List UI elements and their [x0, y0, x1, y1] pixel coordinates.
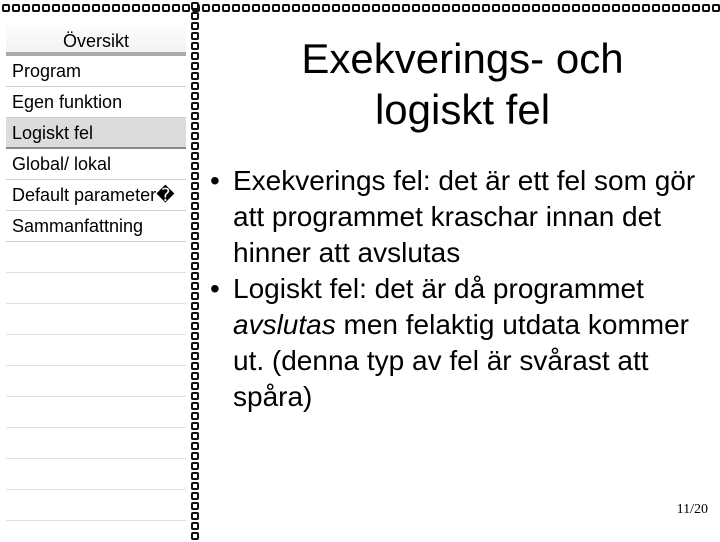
frame-dot: [572, 4, 580, 12]
frame-dot: [191, 252, 199, 260]
frame-dot: [662, 4, 670, 12]
frame-dot: [302, 4, 310, 12]
frame-dot: [612, 4, 620, 12]
frame-dot: [132, 4, 140, 12]
outline-empty-row: [6, 366, 186, 397]
frame-dot: [632, 4, 640, 12]
frame-dot: [422, 4, 430, 12]
bullet-text-emphasis: avslutas: [233, 309, 336, 340]
frame-dot: [412, 4, 420, 12]
frame-dot: [191, 282, 199, 290]
frame-dot: [542, 4, 550, 12]
frame-dot: [382, 4, 390, 12]
frame-dot: [352, 4, 360, 12]
slide-title: [210, 33, 715, 135]
outline-empty-row: [6, 428, 186, 459]
frame-dot: [502, 4, 510, 12]
frame-dot: [191, 442, 199, 450]
frame-dot: [191, 462, 199, 470]
frame-dot: [191, 122, 199, 130]
frame-dot: [432, 4, 440, 12]
frame-dot: [191, 452, 199, 460]
frame-dot: [62, 4, 70, 12]
frame-dot: [191, 62, 199, 70]
frame-dot: [682, 4, 690, 12]
slide-title-line1: Exekverings- och: [301, 35, 624, 82]
frame-dot: [191, 402, 199, 410]
frame-dot: [672, 4, 680, 12]
frame-dot: [191, 102, 199, 110]
frame-dot: [191, 22, 199, 30]
frame-dot: [191, 162, 199, 170]
frame-dot: [402, 4, 410, 12]
frame-dot: [442, 4, 450, 12]
frame-dot: [242, 4, 250, 12]
frame-dot: [191, 42, 199, 50]
outline-sidebar: [6, 22, 186, 522]
frame-dot: [191, 322, 199, 330]
frame-dot: [191, 182, 199, 190]
frame-dot: [12, 4, 20, 12]
outline-empty-row: [6, 242, 186, 273]
frame-dot: [191, 52, 199, 60]
frame-dot: [712, 4, 720, 12]
frame-dot: [191, 192, 199, 200]
frame-dot: [462, 4, 470, 12]
outline-item-program[interactable]: Program: [6, 56, 186, 87]
frame-dot: [552, 4, 560, 12]
frame-dot: [191, 142, 199, 150]
frame-dot: [102, 4, 110, 12]
frame-dot: [92, 4, 100, 12]
frame-dot: [332, 4, 340, 12]
frame-dot: [22, 4, 30, 12]
frame-dot: [32, 4, 40, 12]
frame-dot: [122, 4, 130, 12]
frame-dot: [191, 242, 199, 250]
frame-dot: [191, 292, 199, 300]
frame-dot: [191, 12, 199, 20]
frame-dot: [191, 2, 199, 10]
frame-dot: [191, 342, 199, 350]
frame-dot: [191, 152, 199, 160]
frame-dot: [252, 4, 260, 12]
frame-dot: [191, 202, 199, 210]
frame-dot: [191, 172, 199, 180]
frame-dot: [582, 4, 590, 12]
outline-item-default-parameter[interactable]: Default parameter�: [6, 180, 186, 211]
outline-title: Översikt: [6, 22, 186, 56]
frame-dot: [191, 232, 199, 240]
bullet-text-post: men felaktig utdata kommer ut. (denna typ av fel är svårast att spåra): [233, 309, 689, 412]
bullet-item: [210, 271, 715, 415]
frame-dot: [152, 4, 160, 12]
slide-title-line2: logiskt fel: [374, 86, 551, 133]
frame-dot: [292, 4, 300, 12]
frame-dot: [191, 472, 199, 480]
frame-dot: [562, 4, 570, 12]
frame-dot: [191, 422, 199, 430]
frame-dot: [191, 352, 199, 360]
frame-dot: [492, 4, 500, 12]
frame-dot: [191, 312, 199, 320]
outline-item-egen-funktion[interactable]: Egen funktion: [6, 87, 186, 118]
frame-dot: [392, 4, 400, 12]
frame-dot: [232, 4, 240, 12]
frame-dot: [191, 492, 199, 500]
frame-dot: [272, 4, 280, 12]
frame-dot: [191, 532, 199, 540]
frame-dot: [452, 4, 460, 12]
frame-dot: [191, 392, 199, 400]
bullet-text-pre: Logiskt fel: det är då programmet: [233, 273, 644, 304]
frame-dot: [652, 4, 660, 12]
frame-dot: [191, 372, 199, 380]
frame-dot: [191, 432, 199, 440]
frame-dot: [162, 4, 170, 12]
outline-empty-row: [6, 490, 186, 521]
frame-dot: [342, 4, 350, 12]
frame-dot: [191, 362, 199, 370]
frame-dot: [692, 4, 700, 12]
frame-dot: [642, 4, 650, 12]
frame-dot: [191, 482, 199, 490]
outline-item-logiskt-fel[interactable]: Logiskt fel: [6, 118, 186, 149]
outline-empty-row: [6, 273, 186, 304]
outline-empty-row: [6, 304, 186, 335]
frame-dot: [532, 4, 540, 12]
frame-dot: [191, 112, 199, 120]
frame-dot: [191, 72, 199, 80]
frame-dot: [191, 32, 199, 40]
frame-dot: [191, 382, 199, 390]
frame-dot: [702, 4, 710, 12]
outline-item-sammanfattning[interactable]: Sammanfattning: [6, 211, 186, 242]
frame-dot: [512, 4, 520, 12]
frame-top-border: [0, 4, 720, 16]
frame-dot: [482, 4, 490, 12]
frame-divider-border: [191, 0, 205, 542]
frame-dot: [191, 82, 199, 90]
frame-dot: [42, 4, 50, 12]
frame-dot: [191, 522, 199, 530]
frame-dot: [191, 132, 199, 140]
frame-dot: [191, 262, 199, 270]
frame-dot: [191, 412, 199, 420]
frame-dot: [191, 92, 199, 100]
frame-dot: [362, 4, 370, 12]
frame-dot: [52, 4, 60, 12]
frame-dot: [372, 4, 380, 12]
frame-dot: [82, 4, 90, 12]
frame-dot: [72, 4, 80, 12]
frame-dot: [142, 4, 150, 12]
slide-content: [210, 30, 715, 510]
frame-dot: [592, 4, 600, 12]
frame-dot: [322, 4, 330, 12]
frame-dot: [212, 4, 220, 12]
frame-dot: [112, 4, 120, 12]
outline-empty-row: [6, 335, 186, 366]
frame-dot: [222, 4, 230, 12]
bullet-text: Exekverings fel: det är ett fel som gör att programmet kraschar innan det hinner att avslutas: [233, 165, 696, 268]
frame-dot: [191, 212, 199, 220]
frame-dot: [522, 4, 530, 12]
frame-dot: [191, 302, 199, 310]
outline-empty-row: [6, 459, 186, 490]
bullet-list: [210, 163, 715, 415]
frame-dot: [2, 4, 10, 12]
frame-dot: [191, 512, 199, 520]
outline-item-global-lokal[interactable]: Global/ lokal: [6, 149, 186, 180]
frame-dot: [602, 4, 610, 12]
frame-dot: [622, 4, 630, 12]
frame-dot: [312, 4, 320, 12]
frame-dot: [472, 4, 480, 12]
outline-empty-row: [6, 397, 186, 428]
frame-dot: [182, 4, 190, 12]
frame-dot: [191, 272, 199, 280]
frame-dot: [191, 222, 199, 230]
frame-dot: [191, 332, 199, 340]
frame-dot: [191, 502, 199, 510]
frame-dot: [262, 4, 270, 12]
frame-dot: [282, 4, 290, 12]
bullet-item: [210, 163, 715, 271]
page-number: 11/20: [676, 502, 708, 517]
frame-dot: [172, 4, 180, 12]
